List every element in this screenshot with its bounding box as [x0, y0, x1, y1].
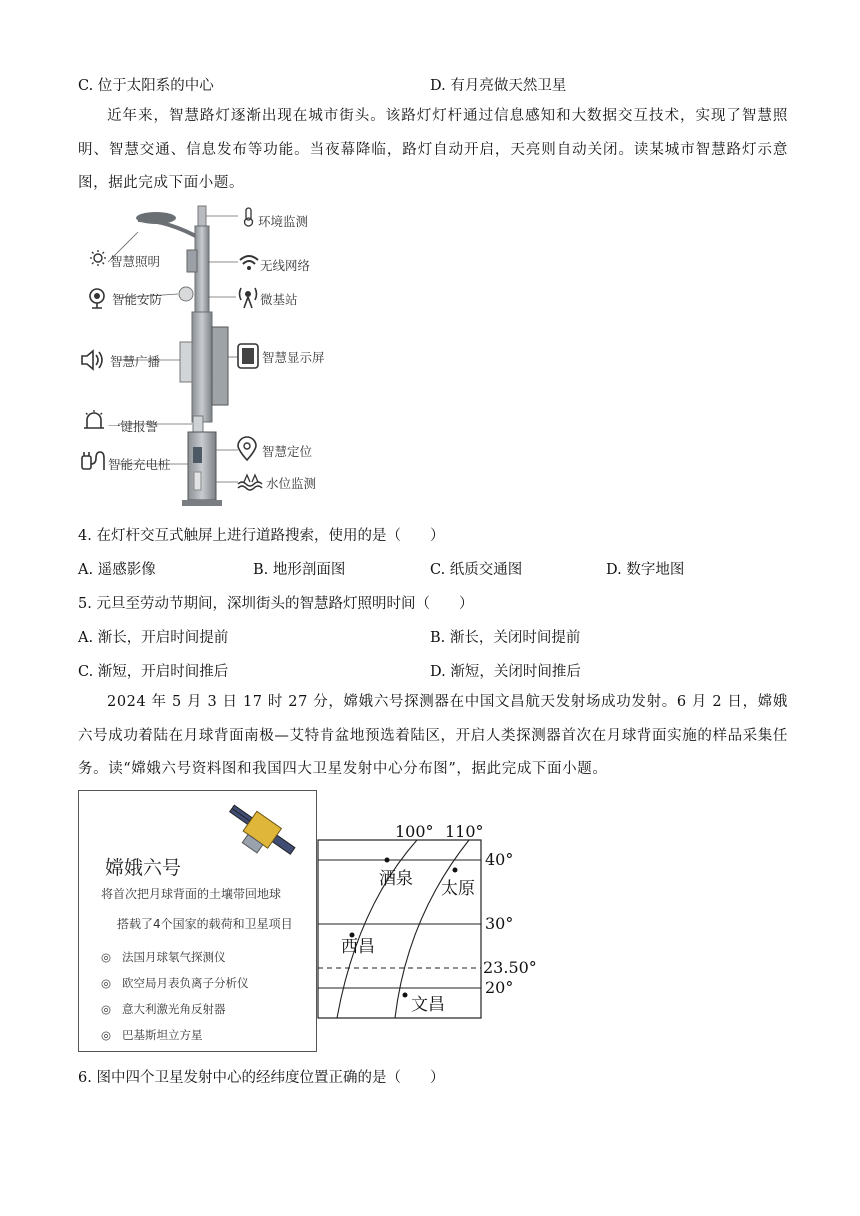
longitude-label-100: 100°: [395, 822, 434, 841]
card-carried: 搭载了4个国家的载荷和卫星项目: [117, 917, 293, 931]
q3-option-c: C. 位于太阳系的中心: [78, 78, 214, 94]
bullet-icon: ◎: [101, 976, 112, 990]
card-item: ◎ 法国月球氡气探测仪: [101, 950, 226, 964]
q5-option-a: A. 渐长，开启时间提前: [78, 630, 229, 646]
label-smart-display: 智慧显示屏: [262, 350, 325, 365]
q4-option-d: D. 数字地图: [606, 562, 685, 578]
label-smart-lighting: 智慧照明: [110, 254, 161, 269]
q6-stem: 6. 图中四个卫星发射中心的经纬度位置正确的是（ ）: [78, 1070, 445, 1086]
passage-change6: 2024 年 5 月 3 日 17 时 27 分，嫦娥六号探测器在中国文昌航天发射场成功发射。6 月 2 日，嫦娥六号成功着陆在月球背面南极—艾特肯盆地预选着陆区，开启人类探测器首次在月球背面实施的样品采集任务。读“嫦娥六号资料图和我国四大卫星发射中心分布图”，据此完成下面小题。: [78, 694, 788, 777]
label-one-key-alarm: 一键报警: [108, 419, 159, 434]
label-smart-charging: 智能充电桩: [108, 457, 171, 472]
launch-center-map: [317, 818, 547, 1026]
site-label-taiyuan: 太原: [441, 879, 475, 899]
label-env-monitoring: 环境监测: [258, 214, 309, 229]
label-micro-base-station: 微基站: [260, 292, 298, 307]
base-station-icon: [240, 288, 257, 308]
site-dot-wenchang: [403, 993, 408, 998]
wifi-icon: [240, 256, 258, 270]
card-item: ◎ 意大利激光角反射器: [101, 1002, 226, 1016]
latitude-label-40: 40°: [485, 850, 514, 869]
alarm-light-icon: [84, 410, 104, 428]
site-label-xichang: 西昌: [341, 937, 375, 957]
change6-info-card: [78, 790, 317, 1052]
q5-option-d: D. 渐短，关闭时间推后: [430, 664, 581, 680]
water-level-icon: [238, 475, 262, 490]
location-pin-icon: [238, 437, 256, 460]
q4-stem: 4. 在灯杆交互式触屏上进行道路搜索，使用的是（ ）: [78, 528, 445, 544]
thermometer-icon: [245, 208, 253, 226]
label-water-level: 水位监测: [266, 476, 317, 491]
card-item: ◎ 欧空局月表负离子分析仪: [101, 976, 249, 990]
latitude-label-30: 30°: [485, 914, 514, 933]
site-dot-jiuquan: [385, 858, 390, 863]
label-smart-security: 智能安防: [112, 292, 163, 307]
q5-option-b: B. 渐长，关闭时间提前: [430, 630, 581, 646]
site-label-wenchang: 文昌: [411, 995, 445, 1015]
label-wireless-network: 无线网络: [260, 258, 311, 273]
smart-streetlight-figure: [78, 202, 338, 512]
card-subtitle: 将首次把月球背面的土壤带回地球: [101, 887, 282, 901]
longitude-label-110: 110°: [445, 822, 484, 841]
q4-option-c: C. 纸质交通图: [430, 562, 523, 578]
card-item: ◎ 巴基斯坦立方星: [101, 1028, 203, 1042]
card-title: 嫦娥六号: [105, 857, 182, 879]
bullet-icon: ◎: [101, 1002, 112, 1016]
site-dot-taiyuan: [453, 868, 458, 873]
bullet-icon: ◎: [101, 950, 112, 964]
sun-light-icon: [90, 250, 106, 266]
lamp-head: [136, 212, 176, 224]
q3-option-d: D. 有月亮做天然卫星: [430, 78, 567, 94]
satellite-icon: [215, 795, 305, 873]
passage-smart-streetlight: 近年来，智慧路灯逐渐出现在城市街头。该路灯灯杆通过信息感知和大数据交互技术，实现了智慧照明、智慧交通、信息发布等功能。当夜幕降临，路灯自动开启，天亮则自动关闭。读某城市智慧路灯示意图，据此完成下面小题。: [78, 108, 788, 191]
bullet-icon: ◎: [101, 1028, 112, 1042]
latitude-label-23-5: 23.50°: [483, 958, 537, 977]
label-smart-positioning: 智慧定位: [262, 444, 313, 459]
q5-option-c: C. 渐短，开启时间推后: [78, 664, 229, 680]
site-label-jiuquan: 酒泉: [379, 869, 413, 889]
speaker-icon: [82, 351, 102, 369]
label-smart-broadcast: 智慧广播: [110, 354, 161, 369]
q4-option-b: B. 地形剖面图: [253, 562, 346, 578]
camera-icon: [90, 289, 104, 308]
display-screen-icon: [238, 344, 258, 368]
q5-stem: 5. 元旦至劳动节期间，深圳街头的智慧路灯照明时间（ ）: [78, 596, 474, 612]
charging-plug-icon: [82, 452, 104, 470]
latitude-label-20: 20°: [485, 978, 514, 997]
q4-option-a: A. 遥感影像: [78, 562, 156, 578]
